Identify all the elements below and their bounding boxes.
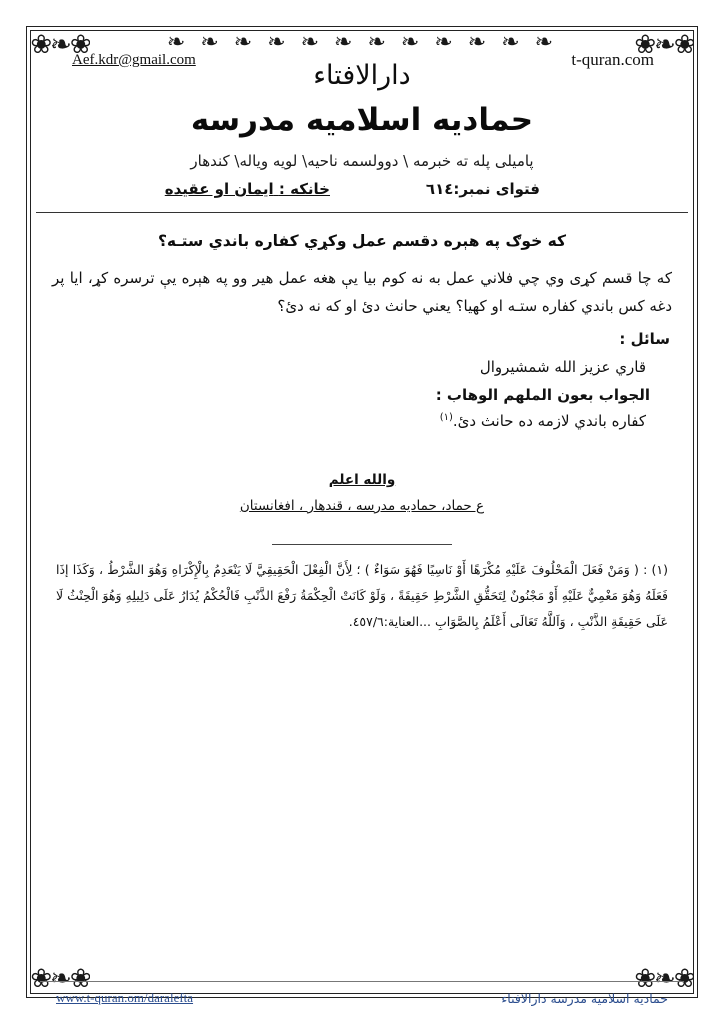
corner-ornament-icon: ❀❧❀ — [30, 964, 90, 994]
footer-link[interactable]: www.t-quran.om/daralefta — [56, 990, 194, 1005]
footnote-text: (١) : ( وَمَنْ فَعَلَ الْمَحْلُوفَ عَلَيْهِ مُكْرَهًا أَوْ نَاسِيًا فَهُوَ سَوَاءٌ ) ؛ لِأَنَّ الْفِعْلَ الْحَقِيقِيَّ لَا يَنْعَدِمُ بِالْإِكْرَاهِ وَهُوَ الشَّرْطُ ، وَكَذَا إذَا فَعَلَهُ وَهُوَ مَغْمِيٌّ عَلَيْهِ أَوْ مَجْنُونٌ لِتَحَقُّقِ الشَّرْطِ حَقِيقَةً ، وَلَوْ كَانَتْ الْحِكْمَةُ رَفْعَ الذَّنْبِ فَالْحُكْمُ يُدَارُ عَلَى دَلِيلِهِ وَهُوَ الْحِنْثُ لَا عَلَى حَقِيقَةِ الذَّنْبِ ، وَاَللَّهُ تَعَالَى أَعْلَمُ بِالصَّوَابِ ...العناية:٤٥٧/٦. — [56, 562, 668, 629]
signature-line: ع حماد، حمادیه مدرسه ، قندهار ، افغانستان — [239, 498, 485, 514]
organization-name: حمادیه اسلامیه مدرسه — [190, 102, 534, 138]
corner-ornament-icon: ❀❧❀ — [30, 30, 90, 60]
category-field — [165, 180, 330, 198]
corner-ornament-icon: ❀❧❀ — [634, 964, 694, 994]
organization-address: پامیلی پله ته خبرمه \ دوولسمه ناحیه\ لویه وياله\ کندهار — [190, 152, 534, 170]
footnote-divider — [272, 544, 452, 545]
fatwa-number — [426, 180, 540, 198]
corner-ornament-icon: ❀❧❀ — [634, 30, 694, 60]
website-url: t-quran.com — [571, 50, 654, 69]
asker-label: سائل : — [619, 330, 670, 348]
footnote-marker: (١) — [439, 412, 453, 423]
closing-phrase: والله اعلم — [328, 472, 396, 488]
document-body — [52, 224, 672, 635]
fatwa-number-label: فتوای نمبر: — [453, 180, 540, 198]
asker-name: قاري عزیز الله شمشیروال — [479, 358, 646, 376]
question-text: که چا قسم کړی وي چي فلاني عمل به نه کوم بیا یې هغه عمل هیر وو په هېره یې ترسره کړ، ایا پر دغه کس باندي کفاره ستـه او کهیا؟ یعني حانث دئ او که نه دئ؟ — [52, 269, 672, 315]
fatwa-number-value: ٦١٤ — [425, 180, 454, 198]
answer-body: کفاره باندي لازمه ده حانث دئ. — [452, 412, 646, 430]
question-title: که خوګ په هېره دقسم عمل وکړي کفاره باندي ستـه؟ — [157, 232, 567, 250]
answer-text — [52, 412, 646, 430]
category-label: خانکه : — [278, 180, 330, 198]
top-ornament-icon: ❧ ❧ ❧ ❧ ❧ ❧ ❧ ❧ ❧ ❧ ❧ ❧ — [166, 30, 558, 55]
footer-note: حمادیه اسلامیه مدرسه دارالافتاء — [501, 991, 668, 1006]
document-header — [44, 46, 680, 206]
page-title: دارالافتاء — [313, 60, 411, 91]
contact-email: Aef.kdr@gmail.com — [72, 52, 196, 68]
header-divider — [36, 212, 688, 213]
footer-divider — [40, 981, 684, 982]
document-meta — [54, 180, 670, 202]
answer-label: الجواب بعون الملهم الوهاب : — [435, 386, 650, 404]
category-value: ایمان او عقیده — [164, 180, 274, 198]
